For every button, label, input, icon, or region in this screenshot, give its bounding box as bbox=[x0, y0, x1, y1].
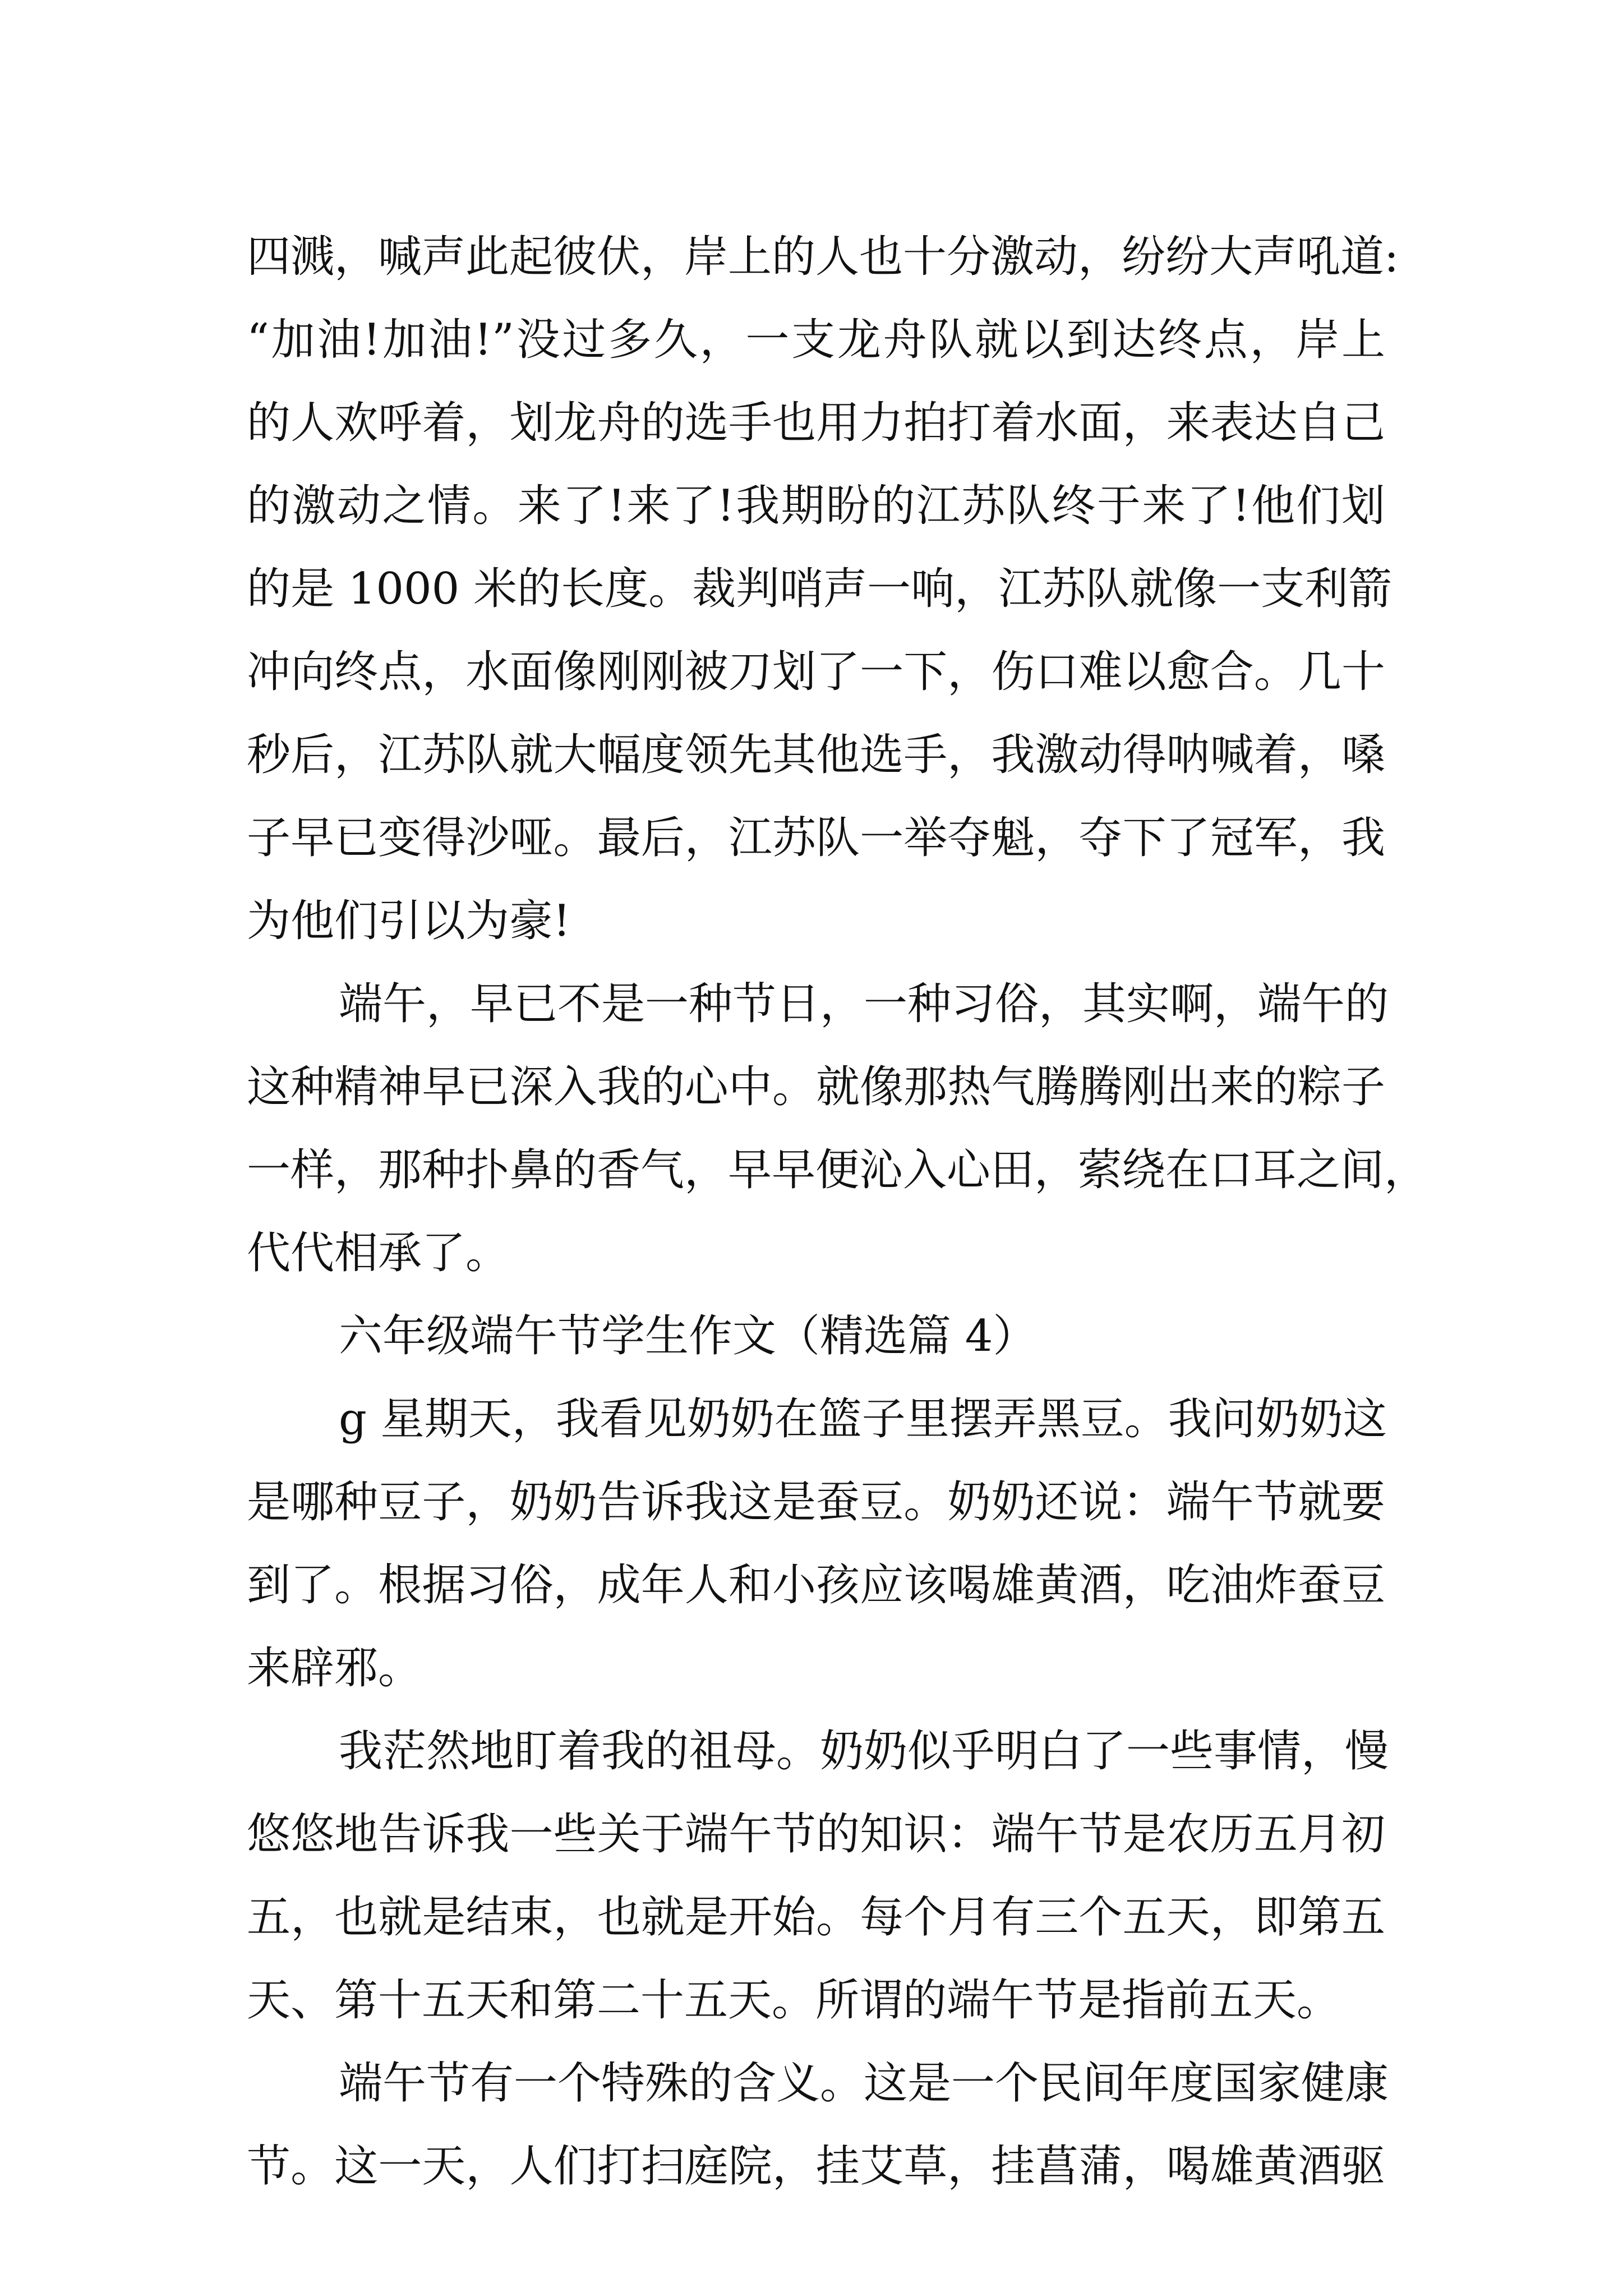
text-line: 为他们引以为豪! bbox=[247, 896, 571, 946]
text-line: 冲向终点，水面像刚刚被刀划了一下，伤口难以愈合。几十 bbox=[247, 647, 1385, 697]
text-line: 的激动之情。来了!来了!我期盼的江苏队终于来了!他们划 bbox=[247, 481, 1385, 531]
text-line: 节。这一天，人们打扫庭院，挂艾草，挂菖蒲，喝雄黄酒驱 bbox=[247, 2141, 1385, 2192]
text-line: 到了。根据习俗，成年人和小孩应该喝雄黄酒，吃油炸蚕豆 bbox=[247, 1560, 1385, 1611]
essay-body bbox=[247, 215, 1428, 2208]
text-line: 的人欢呼着，划龙舟的选手也用力拍打着水面，来表达自己 bbox=[247, 398, 1385, 448]
text-line: 是哪种豆子，奶奶告诉我这是蚕豆。奶奶还说：端午节就要 bbox=[247, 1477, 1385, 1527]
text-line: 天、第十五天和第二十五天。所谓的端午节是指前五天。 bbox=[247, 1975, 1341, 2026]
text-line: 五，也就是结束，也就是开始。每个月有三个五天，即第五 bbox=[247, 1892, 1385, 1943]
text-line: 代代相承了。 bbox=[247, 1228, 510, 1278]
text-line: 我茫然地盯着我的祖母。奶奶似乎明白了一些事情，慢 bbox=[339, 1726, 1389, 1777]
text-line: “加油!加油!”没过多久，一支龙舟队就以到达终点，岸上 bbox=[247, 315, 1385, 365]
text-line: 端午节有一个特殊的含义。这是一个民间年度国家健康 bbox=[339, 2058, 1389, 2109]
text-line: 来辟邪。 bbox=[247, 1643, 422, 1694]
text-line: 端午，早已不是一种节日，一种习俗，其实啊，端午的 bbox=[339, 979, 1389, 1029]
text-line: 子早已变得沙哑。最后，江苏队一举夺魁，夺下了冠军，我 bbox=[247, 813, 1385, 863]
section-heading: 六年级端午节学生作文（精选篇 4） bbox=[339, 1311, 1037, 1361]
text-line: 悠悠地告诉我一些关于端午节的知识：端午节是农历五月初 bbox=[247, 1809, 1385, 1860]
text-line: 的是 1000 米的长度。裁判哨声一响，江苏队就像一支利箭 bbox=[247, 564, 1393, 614]
text-line: 四溅，喊声此起彼伏，岸上的人也十分激动，纷纷大声吼道: bbox=[247, 232, 1399, 282]
text-line: 这种精神早已深入我的心中。就像那热气腾腾刚出来的粽子 bbox=[247, 1062, 1385, 1112]
text-line: 秒后，江苏队就大幅度领先其他选手，我激动得呐喊着，嗓 bbox=[247, 730, 1385, 780]
text-line: 一样，那种扑鼻的香气，早早便沁入心田，萦绕在口耳之间， bbox=[247, 1145, 1428, 1195]
text-line: g 星期天，我看见奶奶在篮子里摆弄黑豆。我问奶奶这 bbox=[339, 1394, 1387, 1444]
